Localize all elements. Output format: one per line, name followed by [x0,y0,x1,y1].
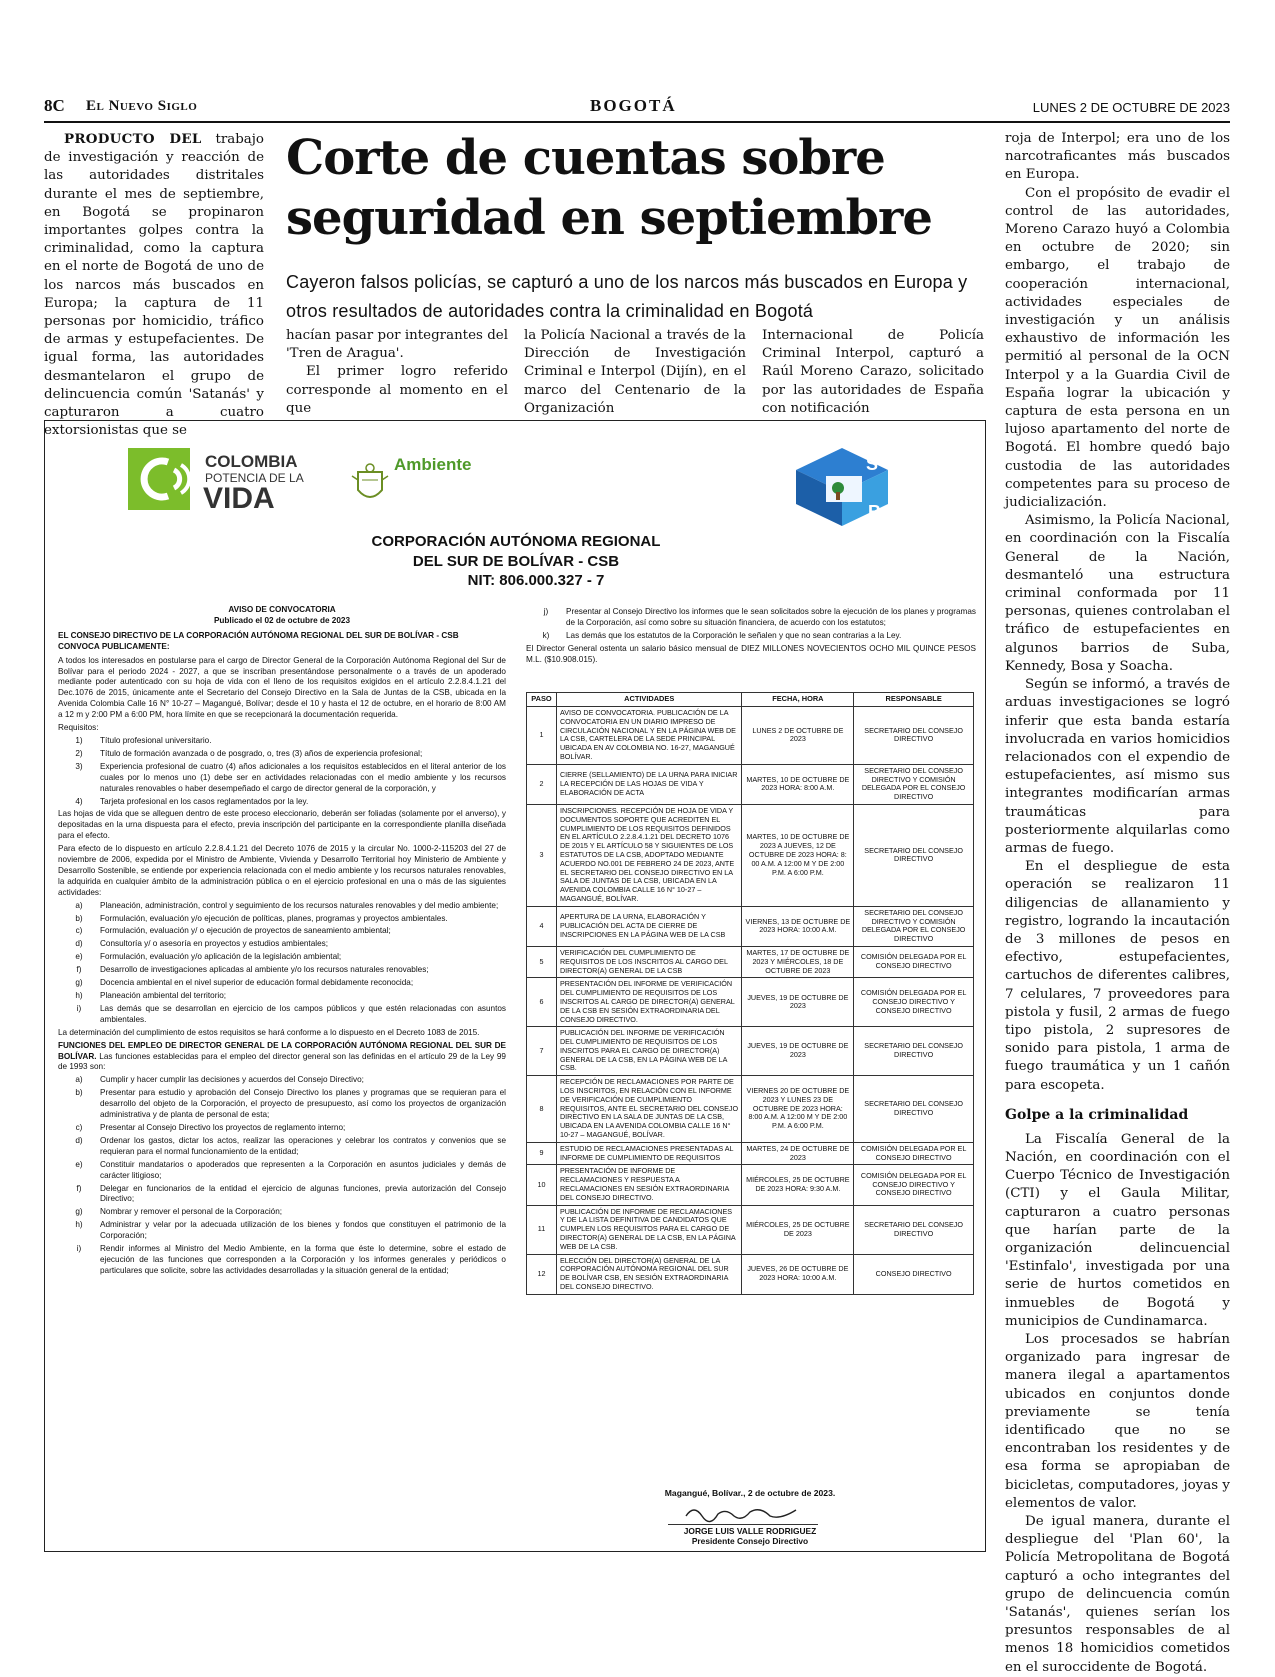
funcion-item-marker: f) [76,1183,82,1193]
aviso-title: AVISO DE CONVOCATORIA [228,605,336,614]
funcion-item-text: Presentar al Consejo Directivo los proyectos de reglamento interno; [100,1122,346,1132]
table-row [527,1165,974,1205]
actividad-cell: ELECCIÓN DEL DIRECTOR(A) GENERAL DE LA CORPORACIÓN AUTÓNOMA REGIONAL DEL SUR DE BOLÍVAR CSB, EN SESIÓN EXTRAORDINARIA DEL CONSEJO DIRECTIVO. [556,1254,742,1294]
council-name: EL CONSEJO DIRECTIVO DE LA CORPORACIÓN AUTÓNOMA REGIONAL DEL SUR DE BOLÍVAR - CSB [58,630,459,640]
funcion-item-text: Nombrar y remover el personal de la Corporación; [100,1207,283,1217]
article-subhead: Golpe a la criminalidad [1005,1106,1189,1123]
body-paragraph: Asimismo, la Policía Nacional, en coordinación con la Fiscalía General de la Nación, desmanteló una estructura criminal conformada por 11 personas, quienes controlaban el tráfico de estupefacientes en algunos barrios de Suba, Kennedy, Bosa y Soacha. [1005,513,1230,674]
section-title: BOGOTÁ [590,96,677,115]
actividad-item [58,978,506,989]
published-date: Publicado el 02 de octubre de 2023 [213,615,351,625]
requisito-item [58,749,506,760]
fecha-cell: MIÉRCOLES, 25 DE OCTUBRE DE 2023 [742,1205,854,1254]
actividad-cell: RECEPCIÓN DE RECLAMACIONES POR PARTE DE LOS INSCRITOS, EN RELACIÓN CON EL INFORME DE VERIFICACIÓN DE CUMPLIMIENTO REQUISITOS, ANTE EL SECRETARIO DEL CONSEJO DIRECTIVO EN LA SALA DE JUNTAS DE LA CSB, UBICADA EN LA AVENIDA COLOMBIA CALLE 16 N° 10-27 – MAGANGUÉ, BOLÍVAR. [556,1076,742,1143]
funcion-item [58,1136,506,1158]
actividad-item-marker: a) [75,900,83,910]
body-paragraph: la Policía Nacional a través de la Dirección de Investigación Criminal e Interpol (Dijín), en el marco del Centenario de la Organización [524,328,746,416]
actividad-cell: PUBLICACIÓN DEL INFORME DE VERIFICACIÓN DEL CUMPLIMIENTO DE REQUISITOS DE LOS INSCRITOS PARA EL CARGO DE DIRECTOR(A) GENERAL DE LA CSB, EN LA PÁGINA WEB DE LA CSB. [556,1027,742,1076]
responsable-cell: CONSEJO DIRECTIVO [854,1254,974,1294]
paso-cell: 1 [527,707,557,765]
logo-potencia-text: POTENCIA DE LA [205,471,304,485]
requisito-item-text: Título de formación avanzada o de posgrado, o, tres (3) años de experiencia profesional; [100,748,423,758]
responsable-cell: SECRETARIO DEL CONSEJO DIRECTIVO [854,1027,974,1076]
header-rule [44,121,1230,123]
requisitos-list [58,736,506,807]
body-paragraph: Con el propósito de evadir el control de las autoridades, Moreno Carazo huyó a Colombia en octubre de 2020; sin embargo, el trabajo de cooperación internacional, actividades especiales de investigación y un análisis exhaustivo de información les permitió al personal de la OCN Interpol y a la Guardia Civil de España lograr la ubicación y captura de esta persona en un lujoso apartamento del norte de Bogotá. El hombre quedó bajo custodia de las autoridades competentes para su proceso de judicialización. [1005,185,1230,511]
body-paragraph: La Fiscalía General de la Nación, en coordinación con el Cuerpo Técnico de Investigación (CTI) y el Gaula Militar, capturaron a cuatro personas que harían parte de la organización delincuencial 'Estinfalo', investigada por una serie de hurtos cometidos en inmuebles de Bogotá y municipios de Cundinamarca. [1005,1131,1230,1329]
funcion-item [526,631,976,642]
requisito-item-text: Experiencia profesional de cuatro (4) años adicionales a los requisitos establecidos en el literal anterior de los cuales por lo menos uno (1) debe ser en actividades relacionadas con el medio ambiente y los recursos naturales renovables o haber desempeñado el cargo de director general de la corporación, y [100,761,506,793]
funciones-heading: FUNCIONES DEL EMPLEO DE DIRECTOR GENERAL DE LA CORPORACIÓN AUTÓNOMA REGIONAL DEL SUR DE BOLÍVAR. [58,1040,506,1061]
svg-text:B: B [868,502,881,522]
csb-cube-icon [786,440,898,528]
funcion-item-marker: j) [543,607,549,616]
notice-left-column [58,605,506,1279]
fecha-cell: VIERNES, 13 DE OCTUBRE DE 2023 HORA: 10:00 A.M. [742,906,854,946]
convoca-label: CONVOCA PUBLICAMENTE: [58,641,170,651]
responsable-cell: SECRETARIO DEL CONSEJO DIRECTIVO [854,707,974,765]
fecha-cell: MARTES, 10 DE OCTUBRE DE 2023 A JUEVES, 12 DE OCTUBRE DE 2023 HORA: 8: 00 A.M. A 12:00 M Y DE 2:00 P.M. A 6:00 P.M. [742,804,854,906]
actividad-cell: PRESENTACIÓN DEL INFORME DE VERIFICACIÓN DEL CUMPLIMIENTO DE REQUISITOS DE LOS INSCRITOS AL CARGO DE DIRECTOR(A) GENERAL DE LA CSB EN SESIÓN EXTRAORDINARIA DEL CONSEJO DIRECTIVO. [556,978,742,1027]
funcion-item-marker: h) [75,1220,83,1230]
funcion-item-text: Presentar para estudio y aprobación del Consejo Directivo los planes y programas que se requieran para el desarrollo del objeto de la Corporación, el proyecto de presupuesto, así como los proyectos de organización administrativa y de planta de personal de esta; [100,1088,506,1120]
notice-right-column [526,605,976,666]
lead-caps: PRODUCTO DEL [64,131,202,147]
paso-cell: 11 [527,1205,557,1254]
determinacion-paragraph: La determinación del cumplimiento de estos requisitos se hará conforme a lo dispuesto en el Decreto 1083 de 2015. [58,1027,480,1037]
paso-cell: 12 [527,1254,557,1294]
fecha-cell: MARTES, 24 DE OCTUBRE DE 2023 [742,1142,854,1165]
body-paragraph: Según se informó, a través de arduas investigaciones se logró inferir que esta banda estaría involucrada en varios homicidios relacionados con el expendio de estupefacientes, así mismo sus integrantes modificarían armas traumáticas para posteriormente alquilarlas como armas de fuego. [1005,677,1230,856]
signer-role: Presidente Consejo Directivo [691,1536,809,1546]
hojas-paragraph: Las hojas de vida que se alleguen dentro de este proceso eleccionario, deberán ser foliadas (solamente por el anverso), y depositadas en la urna dispuesta para el efecto, previa inscripción del participante en la correspondiente planilla diseñada para el efecto. [58,809,506,841]
requisito-item [58,762,506,795]
logo-vida-text: VIDA [203,482,275,515]
col-header-actividades: ACTIVIDADES [556,693,742,707]
lead-text: trabajo de investigación y reacción de las autoridades distritales durante el mes de septiembre, en Bogotá se propinaron importantes golpes contra la criminalidad, como la captura en el norte de Bogotá de uno de los narcos más buscados en Europa; la captura de 11 personas por homicidio, tráfico de armas y estupefacientes. De igual forma, las autoridades desmantelaron el grupo de delincuencia común 'Satanás' y capturaron a cuatro extorsionistas que se [44,132,264,439]
fecha-cell: MIÉRCOLES, 25 DE OCTUBRE DE 2023 HORA: 9:30 A.M. [742,1165,854,1205]
responsable-cell: SECRETARIO DEL CONSEJO DIRECTIVO [854,804,974,906]
table-header-row [527,693,974,707]
actividad-item-text: Formulación, evaluación y/o ejecución de políticas, planes, programas y proyectos ambientales. [100,913,448,923]
funcion-item [58,1184,506,1206]
responsable-cell: COMISIÓN DELEGADA POR EL CONSEJO DIRECTIVO [854,1142,974,1165]
requisito-item-marker: 1) [75,735,83,745]
paso-cell: 9 [527,1142,557,1165]
funcion-item-marker: i) [76,1244,82,1254]
body-paragraph: En el despliegue de esta operación se realizaron 11 diligencias de allanamiento y registro, logrando la incautación de 3 millones de pesos en efectivo, estupefacientes, cartuchos de diferentes calibres, 7 celulares, 7 proveedores para pistola y fusil, 2 armas de fuego tipo pistola, 2 supresores de sonido para pistola, 1 arma de fuego traumática y un 1 cañón para escopeta. [1005,859,1230,1093]
body-paragraph: De igual manera, durante el despliegue del 'Plan 60', la Policía Metropolitana de Bogotá capturó a ocho integrantes del grupo de delincuencia común 'Satanás', quienes serían los presuntos responsables de al menos 18 homicidios cometidos en el suroccidente de Bogotá. [1005,1514,1230,1675]
funciones-list-continued [526,607,976,642]
paso-cell: 7 [527,1027,557,1076]
table-row [527,1254,974,1294]
body-paragraph: Los procesados se habrían organizado para ingresar de manera ilegal a apartamentos ubicados en conjuntos donde previamente se tenía identificado que no se encontraban los residentes y de esa forma se apropiaban de bicicletas, computadores, joyas y elementos de valor. [1005,1332,1230,1511]
actividad-item-text: Formulación, evaluación y/o aplicación de la legislación ambiental; [100,952,342,962]
table-row [527,804,974,906]
actividad-item-text: Planeación ambiental del territorio; [100,991,227,1000]
funcion-item [58,1123,506,1134]
funcion-item-marker: k) [542,630,550,640]
efecto-paragraph: Para efecto de lo dispuesto en artículo 2.2.8.4.1.21 del Decreto 1076 de 2015 y la circular No. 1000-2-115203 del 27 de noviembre de 2006, expedida por el Ministro de Ambiente, Vivienda y Desarrollo Territorial hoy Ministerio de Ambiente y Desarrollo Sostenible, se entiende por experiencia relacionada con el medio ambiente y los recursos naturales renovables, la adquirida en cualquier ámbito de la administración pública o en el ejercicio profesional en una o más de las siguientes actividades: [58,844,506,897]
funcion-item-marker: b) [75,1088,83,1098]
actividad-item-marker: b) [75,913,83,923]
actividad-item-marker: f) [76,965,82,975]
funcion-item [58,1075,506,1086]
requisito-item-marker: 2) [75,748,83,758]
funcion-item-marker: c) [75,1122,83,1132]
requisito-item-marker: 3) [75,761,83,771]
requisito-item-marker: 4) [75,796,83,806]
body-paragraph: El primer logro referido corresponde al momento en el que [286,364,508,416]
page-number: 8C [44,96,65,115]
article-body-col2 [524,327,746,418]
funcion-item-text: Las demás que los estatutos de la Corporación le señalen y que no sean contrarias a la Ley. [566,630,902,640]
body-paragraph: roja de Interpol; era uno de los narcotraficantes más buscados en Europa. [1005,131,1230,183]
article-body-col3 [762,327,984,418]
funcion-item [58,1160,506,1182]
actividad-item-marker: c) [75,926,83,936]
article-right-column [1005,130,1230,1677]
funcion-item-text: Cumplir y hacer cumplir las decisiones y acuerdos del Consejo Directivo; [100,1075,364,1085]
coat-of-arms-icon [350,462,390,508]
org-name-line2: DEL SUR DE BOLÍVAR - CSB [412,553,620,570]
responsable-cell: SECRETARIO DEL CONSEJO DIRECTIVO [854,1076,974,1143]
funcion-item [58,1207,506,1218]
funcion-item-text: Administrar y velar por la adecuada utilización de los bienes y fondos que constituyen el patrimonio de la Corporación; [100,1220,506,1241]
schedule-table [526,692,974,1295]
funcion-item-text: Constituir mandatarios o apoderados que representen a la Corporación en asuntos judiciales y demás de carácter litigioso; [100,1159,506,1180]
funciones-intro: Las funciones establecidas para el empleo del director general son las definidas en el artículo 29 de la Ley 99 de 1993 son: [58,1051,506,1072]
logo-colombia-text: COLOMBIA [205,452,298,471]
actividad-item [58,914,506,925]
actividad-item [58,901,506,912]
responsable-cell: SECRETARIO DEL CONSEJO DIRECTIVO [854,1205,974,1254]
actividad-item [58,939,506,950]
funcion-item [58,1244,506,1277]
table-row [527,764,974,804]
fecha-cell: LUNES 2 DE OCTUBRE DE 2023 [742,707,854,765]
requisito-item [58,736,506,747]
handwritten-signature [682,1502,802,1524]
fecha-cell: JUEVES, 19 DE OCTUBRE DE 2023 [742,978,854,1027]
table-row [527,1142,974,1165]
actividad-item-text: Planeación, administración, control y seguimiento de los recursos naturales renovables y del medio ambiente; [100,900,499,910]
requisitos-label: Requisitos: [58,723,99,733]
paso-cell: 6 [527,978,557,1027]
logo-ambiente-text: Ambiente [394,455,472,474]
col-header-paso: PASO [527,693,557,707]
paso-cell: 5 [527,946,557,977]
actividad-item-text: Desarrollo de investigaciones aplicadas al ambiente y/o los recursos naturales renovables; [100,965,429,975]
org-name-line1: CORPORACIÓN AUTÓNOMA REGIONAL [371,533,661,550]
csb-logo [786,440,898,528]
paso-cell: 2 [527,764,557,804]
actividad-cell: CIERRE (SELLAMIENTO) DE LA URNA PARA INICIAR LA RECEPCIÓN DE LAS HOJAS DE VIDA Y ELABORACIÓN DE ACTA [556,764,742,804]
article-body-col1 [286,327,508,418]
funcion-item-marker: g) [75,1207,83,1217]
col-header-fecha: FECHA, HORA [742,693,854,707]
signature-line [668,1524,818,1525]
funcion-item-marker: d) [75,1135,83,1145]
table-row [527,1076,974,1143]
table-row [527,1205,974,1254]
table-row [527,707,974,765]
intro-paragraph: A todos los interesados en postularse para el cargo de Director General de la Corporación Autónoma Regional del Sur de Bolívar para el periodo 2024 - 2027, a que se inscriban presentándose personalmente o a través de un apoderado mediante poder autenticado con su hoja de vida con el lleno de los requisitos exigidos en el artículo 2.2.8.4.1.21 del Dec.1076 de 2015, únicamente ante el Secretario del Consejo Directivo en la Sala de Juntas de la CSB, ubicada en la Avenida Colombia Calle 16 N° 10-27 – Magangué, Bolívar; desde el 10 y hasta el 12 de octubre, en el horario de 8:00 AM a 12 m y 2:00 PM a 6:00 PM, hora límite en que se recepcionará la documentación requerida. [58,655,506,720]
actividad-item-marker: h) [75,991,83,1000]
funcion-item-text: Presentar al Consejo Directivo los informes que le sean solicitados sobre la ejecución de los planes y programas de la Corporación, así como sobre su situación financiera, de acuerdo con los estatutos; [566,607,976,627]
responsable-cell: COMISIÓN DELEGADA POR EL CONSEJO DIRECTIVO Y CONSEJO DIRECTIVO [854,978,974,1027]
salario-paragraph: El Director General ostenta un salario básico mensual de DIEZ MILLONES NOVECIENTOS OCHO MIL QUINCE PESOS M.L. ($10.908.015). [526,643,976,664]
paso-cell: 8 [527,1076,557,1143]
newspaper-name: El Nuevo Siglo [86,98,198,114]
fecha-cell: JUEVES, 26 DE OCTUBRE DE 2023 HORA: 10:00 A.M. [742,1254,854,1294]
funcion-item [58,1088,506,1121]
fecha-cell: JUEVES, 19 DE OCTUBRE DE 2023 [742,1027,854,1076]
actividad-item-text: Docencia ambiental en el nivel superior de educación formal debidamente reconocida; [100,978,414,988]
paso-cell: 4 [527,906,557,946]
actividad-item-text: Formulación, evaluación y/ o ejecución de proyectos de saneamiento ambiental; [100,926,391,936]
table-row [527,978,974,1027]
fecha-cell: MARTES, 17 DE OCTUBRE DE 2023 Y MIÉRCOLES, 18 DE OCTUBRE DE 2023 [742,946,854,977]
responsable-cell: SECRETARIO DEL CONSEJO DIRECTIVO Y COMISIÓN DELEGADA POR EL CONSEJO DIRECTIVO [854,906,974,946]
funcion-item-text: Delegar en funcionarios de la entidad el ejercicio de algunas funciones, previa autorización del Consejo Directivo; [100,1183,506,1204]
actividad-item [58,952,506,963]
funcion-item-marker: e) [75,1159,83,1169]
actividades-list [58,901,506,1026]
actividad-cell: INSCRIPCIONES. RECEPCIÓN DE HOJA DE VIDA Y DOCUMENTOS SOPORTE QUE ACREDITEN EL CUMPLIMIENTO DE LOS REQUISITOS DEFINIDOS EN EL ARTÍCULO 2.2.8.4.1.21 DEL DECRETO 1076 DE 2015 Y EL ARTÍCULO 58 Y SIGUIENTES DE LOS ESTATUTOS DE LA CSB, ADOPTADO MEDIANTE ACUERDO NO.001 DE FEBRERO 24 DE 2023, ANTE EL SECRETARIO DEL CONSEJO DIRECTIVO EN LA SALA DE JUNTAS DE LA CSB, UBICADA EN LA AVENIDA COLOMBIA CALLE 16 N° 10-27 – MAGANGUÉ, BOLÍVAR. [556,804,742,906]
body-paragraph: Internacional de Policía Criminal Interpol, capturó a Raúl Moreno Carazo, solicitado por las autoridades de España con notificación [762,328,984,416]
actividad-cell: PRESENTACIÓN DE INFORME DE RECLAMACIONES Y RESPUESTA A RECLAMACIONES EN SESIÓN EXTRAORDINARIA DEL CONSEJO DIRECTIVO. [556,1165,742,1205]
actividad-item-text: Las demás que se desarrollan en ejercicio de los campos públicos y que estén relacionadas con asuntos ambientales. [100,1003,506,1024]
paso-cell: 10 [527,1165,557,1205]
org-nit: NIT: 806.000.327 - 7 [467,572,605,589]
org-name-block [286,532,746,572]
actividad-cell: ESTUDIO DE RECLAMACIONES PRESENTADAS AL INFORME DE CUMPLIMIENTO DE REQUISITOS [556,1142,742,1165]
article-deck: Cayeron falsos policías, se capturó a uno de los narcos más buscados en Europa y otros resultados de autoridades contra la criminalidad en Bogotá [286,272,968,321]
requisito-item [58,797,506,808]
actividad-cell: VERIFICACIÓN DEL CUMPLIMIENTO DE REQUISITOS DE LOS INSCRITOS AL CARGO DEL DIRECTOR(A) GENERAL DE LA CSB [556,946,742,977]
funciones-list [58,1075,506,1276]
requisito-item-text: Título profesional universitario. [100,735,212,745]
actividad-cell: APERTURA DE LA URNA, ELABORACIÓN Y PUBLICACIÓN DEL ACTA DE CIERRE DE INSCRIPCIONES EN LA PÁGINA WEB DE LA CSB [556,906,742,946]
requisito-item-text: Tarjeta profesional en los casos reglamentados por la ley. [100,796,309,806]
table-row [527,946,974,977]
responsable-cell: SECRETARIO DEL CONSEJO DIRECTIVO Y COMISIÓN DELEGADA POR EL CONSEJO DIRECTIVO [854,764,974,804]
col-header-responsable: RESPONSABLE [854,693,974,707]
actividad-item [58,965,506,976]
body-paragraph: hacían pasar por integrantes del 'Tren de Aragua'. [286,328,508,362]
funcion-item [526,607,976,629]
signer-block [560,1526,940,1546]
signature-scribble-icon [682,1502,802,1524]
actividad-item-text: Consultoría y/ o asesoría en proyectos y estudios ambientales; [100,939,329,949]
funcion-item [58,1220,506,1242]
table-row [527,1027,974,1076]
issue-date: LUNES 2 DE OCTUBRE DE 2023 [1032,100,1230,115]
responsable-cell: COMISIÓN DELEGADA POR EL CONSEJO DIRECTIVO [854,946,974,977]
actividad-cell: PUBLICACIÓN DE INFORME DE RECLAMACIONES Y DE LA LISTA DEFINITIVA DE CANDIDATOS QUE CUMPLEN LOS REQUISITOS PARA EL CARGO DE DIRECTOR(A) GENERAL DE LA CSB, EN LA PÁGINA WEB DE LA CSB. [556,1205,742,1254]
funcion-item-text: Rendir informes al Ministro del Medio Ambiente, en la forma que éste lo determine, sobre el estado de ejecución de las funciones que corresponden a la Corporación y los informes generales y periódicos o particulares que solicite, sobre las actividades desarrolladas y la situación general de la entidad; [100,1244,506,1275]
article-lead-column [44,130,264,440]
actividad-item-marker: e) [75,952,83,962]
actividad-item-marker: i) [76,1003,82,1013]
table-row [527,906,974,946]
funcion-item-marker: a) [75,1075,83,1085]
article-headline: Corte de cuentas sobre seguridad en septiembre [286,130,932,246]
actividad-cell: AVISO DE CONVOCATORIA. PUBLICACIÓN DE LA CONVOCATORIA EN UN DIARIO IMPRESO DE CIRCULACIÓN NACIONAL Y EN LA PÁGINA WEB DE LA CSB, CARTELERA DE LA SEDE PRINCIPAL UBICADA EN AV COLOMBIA NO. 16-27, MAGANGUÉ BOLÍVAR. [556,707,742,765]
fecha-cell: VIERNES 20 DE OCTUBRE DE 2023 Y LUNES 23 DE OCTUBRE DE 2023 HORA: 8:00 A.M. A 12:00 M Y DE 2:00 P.M. A 6:00 P.M. [742,1076,854,1143]
svg-text:S: S [866,454,879,474]
paso-cell: 3 [527,804,557,906]
actividad-item-marker: g) [75,978,83,988]
actividad-item [58,991,506,1002]
fecha-cell: MARTES, 10 DE OCTUBRE DE 2023 HORA: 8:00 A.M. [742,764,854,804]
actividad-item [58,926,506,937]
responsable-cell: COMISIÓN DELEGADA POR EL CONSEJO DIRECTIVO Y CONSEJO DIRECTIVO [854,1165,974,1205]
signer-name: JORGE LUIS VALLE RODRIGUEZ [683,1526,817,1536]
signature-place-date: Magangué, Bolívar., 2 de octubre de 2023. [664,1488,836,1498]
funcion-item-text: Ordenar los gastos, dictar los actos, realizar las operaciones y celebrar los contratos y convenios que se requieran para el normal funcionamiento de la entidad; [100,1135,506,1156]
actividad-item-marker: d) [75,939,83,949]
actividad-item [58,1004,506,1026]
